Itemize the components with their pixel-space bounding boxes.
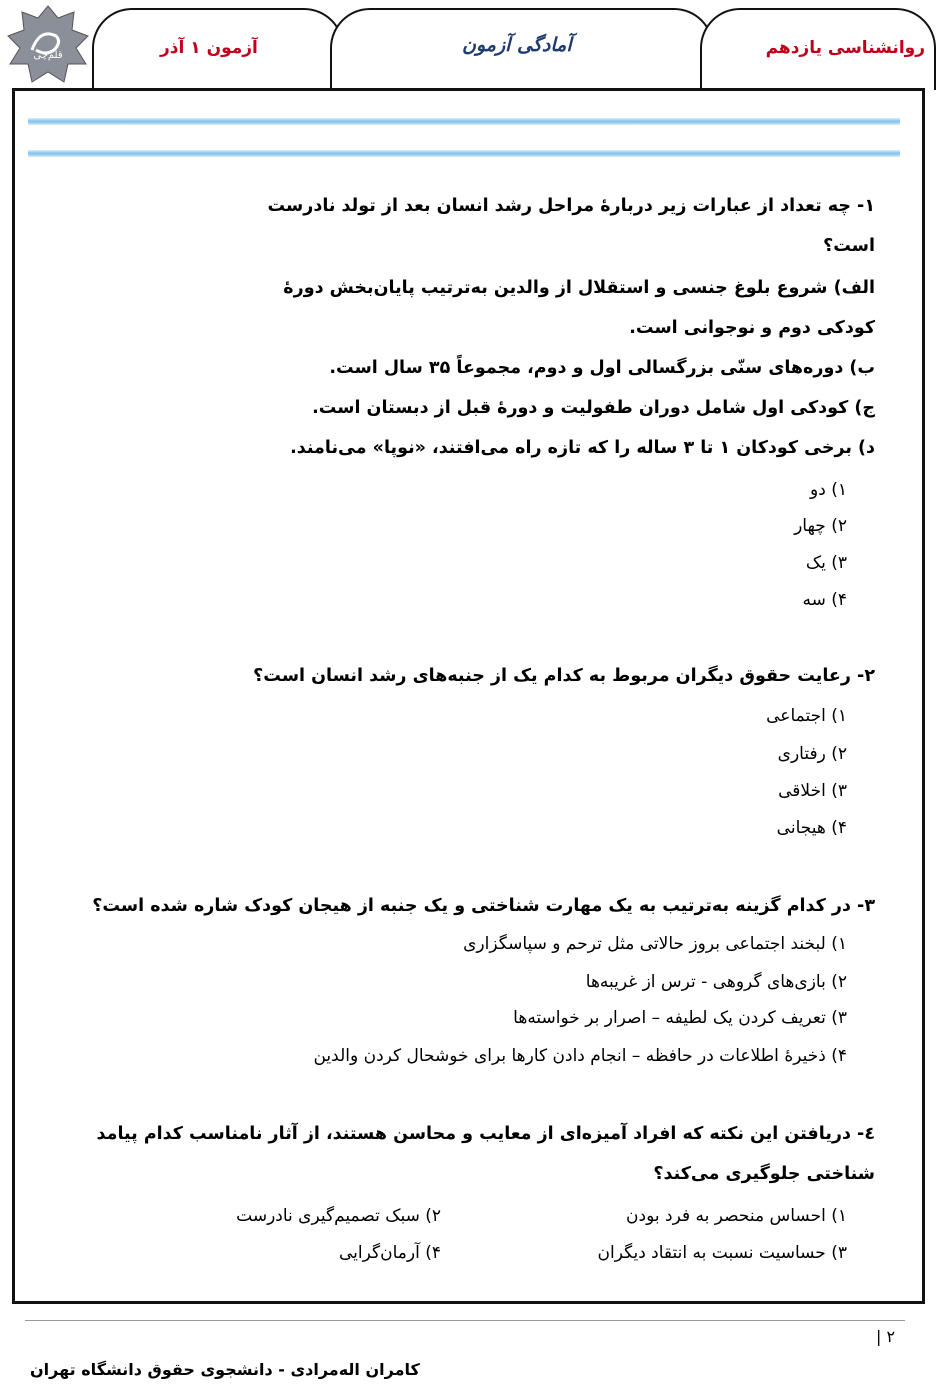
question-1-stem-line2: است؟ [823, 236, 875, 256]
question-3-stem: ۳- در کدام گزینه به‌ترتیب به یک مهارت شناختی و یک جنبه از هیجان کودک شاره شده است؟ [92, 896, 875, 916]
question-4-option[interactable]: ۴) آرمان‌گرایی [339, 1243, 441, 1263]
question-3-option[interactable]: ۱) لبخند اجتماعی بروز حالاتی مثل ترحم و سپاسگزاری [463, 934, 847, 954]
question-1-statement: ب) دوره‌های سنّی بزرگسالی اول و دوم، مجموعاً ۳۵ سال است. [329, 358, 875, 378]
exam-title: آزمون ۱ آذر [160, 38, 258, 58]
footer-divider [25, 1320, 905, 1321]
page-number: ۲ | [876, 1327, 896, 1346]
question-4-option[interactable]: ۳) حساسیت نسبت به انتقاد دیگران [597, 1243, 847, 1263]
question-1-statement: ج) کودکی اول شامل دوران طفولیت و دورهٔ قبل از دبستان است. [312, 398, 875, 418]
question-3-option[interactable]: ۴) ذخیرهٔ اطلاعات در حافظه – انجام دادن کارها برای خوشحال کردن والدین [313, 1046, 847, 1066]
divider-bar [28, 150, 900, 157]
author-credit: کامران اله‌مرادی - دانشجوی حقوق دانشگاه تهران [30, 1360, 420, 1379]
question-1-statement: کودکی دوم و نوجوانی است. [629, 318, 875, 338]
question-4-stem-line1: ٤- دریافتن این نکته که افراد آمیزه‌ای از معایب و محاسن هستند، از آثار نامناسب کدام پیامد [96, 1124, 875, 1144]
question-1-option[interactable]: ۲) چهار [794, 516, 847, 536]
question-4-option[interactable]: ۲) سبک تصمیم‌گیری نادرست [236, 1206, 441, 1226]
question-3-option[interactable]: ۲) بازی‌های گروهی - ترس از غریبه‌ها [585, 972, 847, 992]
question-2-option[interactable]: ۲) رفتاری [777, 744, 847, 764]
divider-bar [28, 118, 900, 125]
question-2-option[interactable]: ۱) اجتماعی [766, 706, 847, 726]
svg-text:قلم‌چی: قلم‌چی [33, 50, 63, 61]
question-2-stem: ۲- رعایت حقوق دیگران مربوط به کدام یک از جنبه‌های رشد انسان است؟ [253, 666, 875, 686]
question-1-stem-line1: ۱- چه تعداد از عبارات زیر دربارهٔ مراحل رشد انسان بعد از تولد نادرست [267, 196, 875, 216]
question-2-option[interactable]: ۳) اخلاقی [778, 781, 847, 801]
logo-icon [2, 2, 94, 86]
question-2-option[interactable]: ۴) هیجانی [776, 818, 847, 838]
question-3-option[interactable]: ۳) تعریف کردن یک لطیفه – اصرار بر خواسته‌ها [513, 1008, 847, 1028]
question-1-option[interactable]: ۱) دو [810, 480, 847, 500]
center-title: آمادگی آزمون [462, 34, 572, 56]
question-4-stem-line2: شناختی جلوگیری می‌کند؟ [653, 1164, 875, 1184]
content-frame [12, 88, 925, 1304]
question-1-option[interactable]: ۳) یک [805, 553, 847, 573]
question-4-option[interactable]: ۱) احساس منحصر به فرد بودن [626, 1206, 847, 1226]
question-1-statement: الف) شروع بلوغ جنسی و استقلال از والدین به‌ترتیب پایان‌بخش دورهٔ [283, 278, 875, 298]
question-1-statement: د) برخی کودکان ۱ تا ۳ ساله را که تازه راه می‌افتند، «نوپا» می‌نامند. [290, 438, 875, 458]
page-header [0, 0, 937, 95]
question-1-option[interactable]: ۴) سه [802, 590, 847, 610]
subject-title: روانشناسی یازدهم [765, 38, 925, 58]
